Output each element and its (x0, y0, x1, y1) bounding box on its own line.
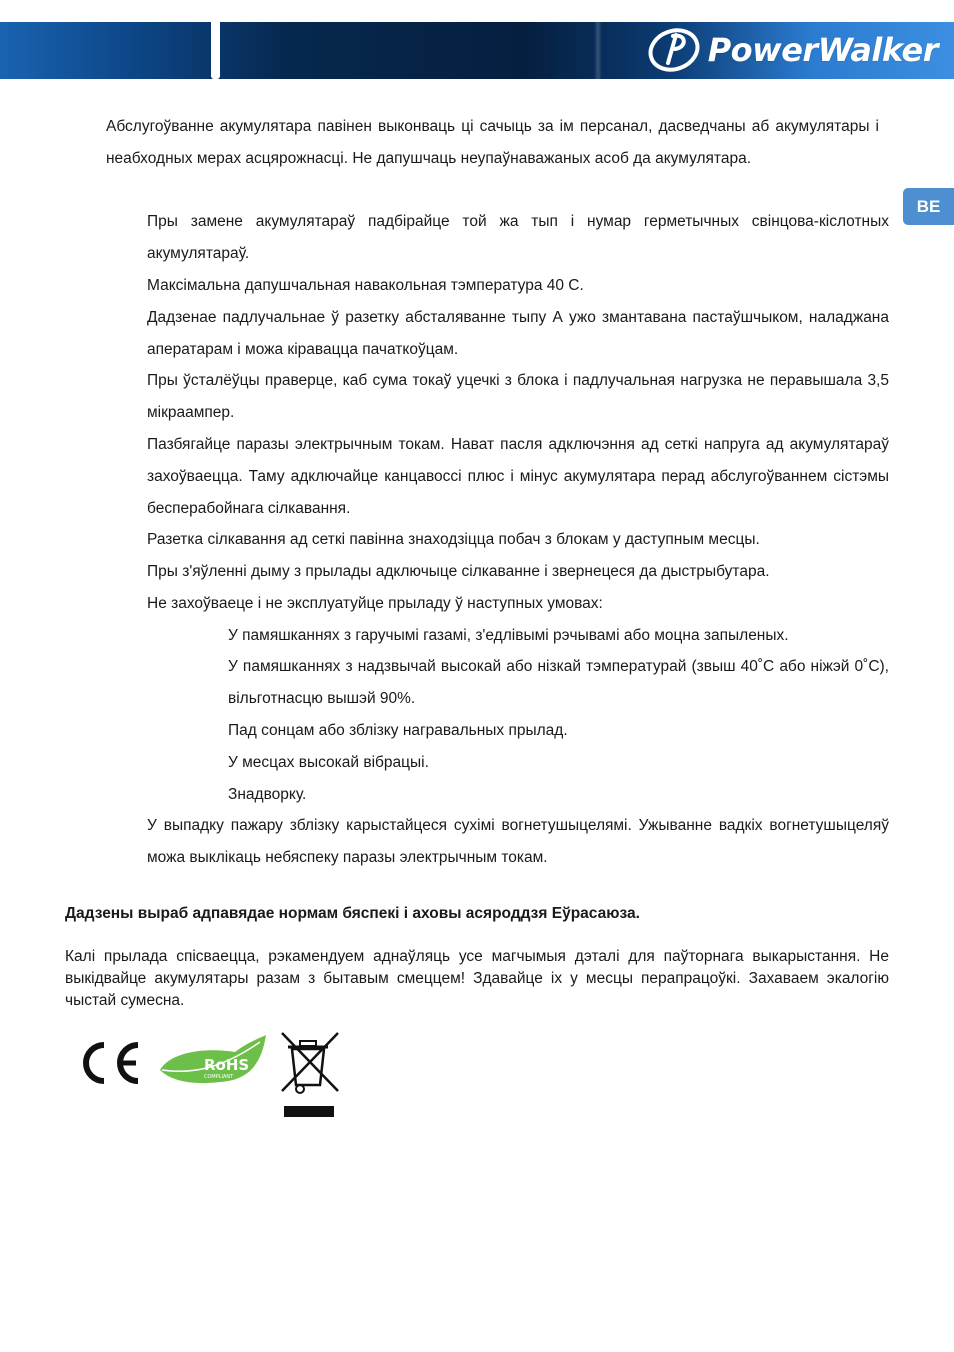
bullet-leakage-current: Пры ўсталёўцы праверце, каб сума токаў уцечкі з блока і падлучальная нагрузка не перавышала 3,5 мікраампер. (147, 372, 889, 421)
weee-bin-icon (282, 1033, 338, 1117)
sub-bullet-temperature: У памяшканнях з надзвычай высокай або нізкай тэмпературай (звыш 40˚C або ніжэй 0˚C), вільготнасцю вышэй 90%. (228, 658, 889, 707)
sub-bullet-gases: У памяшканнях з гаручымі газамі, з'едлівымі рэчывамі або моцна запыленых. (228, 627, 789, 644)
rohs-leaf-icon (160, 1035, 266, 1083)
sub-bullet-outdoors: Знадворку. (228, 786, 307, 803)
certification-marks (80, 1030, 350, 1127)
bullet-storage-conditions: Не захоўваеце і не эксплуатуйце прыладу ў наступных умовах: (147, 595, 603, 612)
bullet-type-a-equipment: Дадзенае падлучальнае ў разетку абсталяванне тыпу А ужо змантавана пастаўшчыком, наладжана аператарам і можа кіравацца пачаткоўцам. (147, 309, 889, 358)
brand-logo (646, 26, 938, 74)
brand-name: PowerWalker (707, 31, 938, 69)
bullet-electric-shock: Пазбягайце паразы электрычным токам. Нават пасля адключэння ад сеткі напруга ад акумулятараў захоўваецца. Таму адключайце канцавоссі плюс і мінус акумулятара перад абслугоўваннем сістэмы бесперабойнага сілкавання. (147, 436, 889, 517)
bullet-max-temperature: Максімальна дапушчальная навакольная тэмпература 40 C. (147, 277, 584, 294)
sub-bullet-vibration: У месцах высокай вібрацыі. (228, 754, 429, 771)
rohs-compliant-label: COMPLIANT (204, 1074, 234, 1080)
bullet-fire: У выпадку пажару зблізку карыстайцеся сухімі вогнетушыцелямі. Ужыванне вадкіх вогнетушыцеляў можа выклікаць небяспеку паразы электрычным токам. (147, 817, 889, 866)
header-divider (211, 22, 220, 79)
header-highlight (594, 22, 602, 79)
intro-paragraph: Абслугоўванне акумулятара павінен выконваць ці сачыць за ім персанал, дасведчаны аб акумулятары і неабходных мерах асцярожнасці. Не дапушчаць неупаўнаважаных асоб да акумулятара. (106, 118, 879, 167)
bullet-socket-location: Разетка сілкавання ад сеткі павінна знаходзіцца побач з блокам у даступным месцы. (147, 531, 760, 548)
rohs-label: RoHS (204, 1056, 250, 1074)
bullet-battery-replacement: Пры замене акумулятараў падбірайце той жа тып і нумар герметычных свінцова-кіслотных акумулятараў. (147, 213, 889, 262)
brand-emblem-icon (646, 27, 702, 73)
compliance-statement: Дадзены выраб адпавядае нормам бяспекі і аховы асяроддзя Еўрасаюза. (65, 905, 640, 922)
sub-bullet-sun: Пад сонцам або зблізку награвальных прылад. (228, 722, 568, 739)
ce-mark-icon (86, 1045, 138, 1081)
language-tab-be[interactable]: BE (903, 188, 954, 225)
bullet-smoke: Пры з'яўленні дыму з прылады адключыце сілкаванне і звернецеся да дыстрыбутара. (147, 563, 770, 580)
recycling-paragraph: Калі прылада спісваецца, рэкамендуем аднаўляць усе магчымыя дэталі для паўторнага выкарыстання. Не выкідвайце акумулятары разам з бытавым смеццем! Здавайце іх у месцы перапрацоўкі. Захаваем экалогію чыстай сумесна. (65, 948, 889, 1009)
